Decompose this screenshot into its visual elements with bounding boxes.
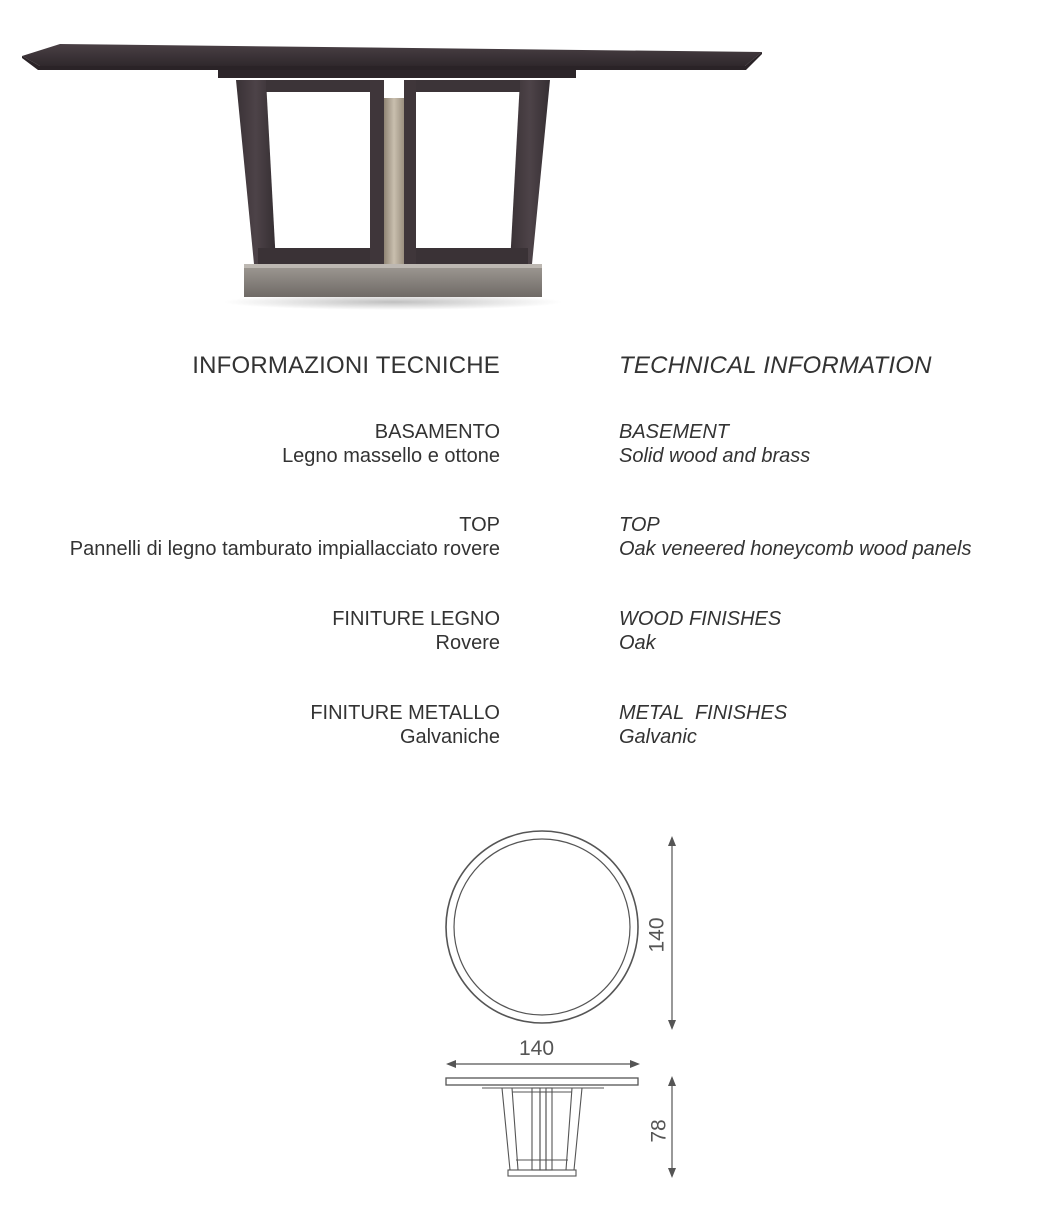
spec-value: Rovere bbox=[435, 632, 500, 654]
spec-label: FINITURE METALLO bbox=[310, 702, 500, 724]
spec-label: TOP bbox=[459, 514, 500, 536]
product-photo bbox=[0, 0, 1050, 330]
left-leg-frame bbox=[236, 80, 276, 264]
elevation-top bbox=[446, 1078, 638, 1085]
spec-label: FINITURE LEGNO bbox=[332, 608, 500, 630]
spec-label: BASEMENT bbox=[619, 421, 730, 443]
spec-value: Legno massello e ottone bbox=[282, 445, 500, 467]
plan-top-outer bbox=[446, 831, 638, 1023]
center-column-left bbox=[370, 80, 384, 264]
spec-top-en bbox=[619, 513, 971, 561]
spec-value: Galvanic bbox=[619, 726, 697, 748]
table-top bbox=[22, 44, 762, 66]
heading-it: INFORMAZIONI TECNICHE bbox=[192, 352, 500, 379]
brass-insert bbox=[384, 98, 404, 264]
spec-value: Solid wood and brass bbox=[619, 445, 811, 467]
right-leg-frame bbox=[510, 80, 550, 264]
spec-label: BASAMENTO bbox=[374, 421, 500, 443]
spec-finiture-legno-it bbox=[332, 607, 500, 655]
spec-value: Oak bbox=[619, 632, 656, 654]
spec-label: TOP bbox=[619, 514, 660, 536]
spec-top-it bbox=[70, 513, 500, 561]
spec-label: WOOD FINISHES bbox=[619, 608, 782, 630]
spec-finiture-metallo-it bbox=[310, 701, 500, 749]
dim-label-width: 140 bbox=[519, 1037, 555, 1060]
spec-basement-en bbox=[619, 420, 810, 468]
dim-label-height: 78 bbox=[647, 1119, 671, 1143]
spec-basamento-it bbox=[282, 420, 500, 468]
heading-en: TECHNICAL INFORMATION bbox=[619, 352, 932, 379]
spec-value: Pannelli di legno tamburato impiallacciato rovere bbox=[69, 538, 500, 560]
spec-value: Oak veneered honeycomb wood panels bbox=[619, 538, 972, 560]
spec-wood-finishes-en bbox=[619, 607, 781, 655]
metal-base-plate bbox=[244, 264, 542, 297]
dim-label-depth: 140 bbox=[645, 917, 669, 953]
plan-top-inner bbox=[454, 839, 630, 1015]
spec-metal-finishes-en bbox=[619, 701, 787, 749]
spec-value: Galvaniche bbox=[399, 726, 500, 748]
spec-label: METAL FINISHES bbox=[619, 702, 788, 724]
elevation-base bbox=[502, 1088, 582, 1176]
technical-drawing bbox=[420, 820, 720, 1190]
center-column-right bbox=[404, 80, 416, 264]
